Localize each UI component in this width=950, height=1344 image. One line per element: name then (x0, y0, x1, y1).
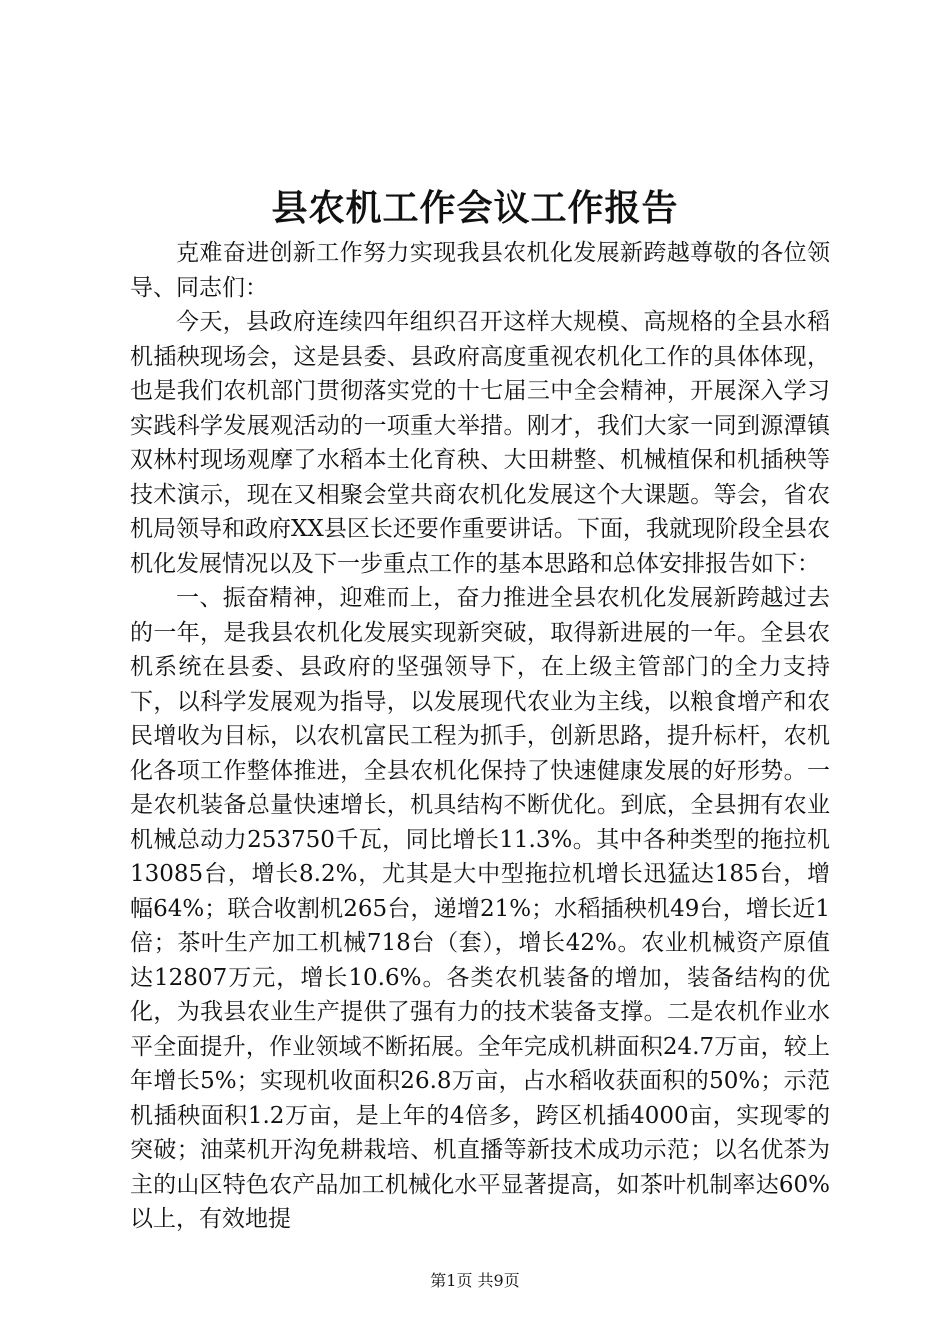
paragraph-opening: 克难奋进创新工作努力实现我县农机化发展新跨越尊敬的各位领导、同志们： (130, 240, 830, 301)
paragraph-introduction: 今天，县政府连续四年组织召开这样大规模、高规格的全县水稻机插秧现场会，这是县委、县政府高度重视农机化工作的具体体现，也是我们农机部门贯彻落实党的十七届三中全会精神，开展深入学习实践科学发展观活动的一项重大举措。刚才，我们大家一同到源潭镇双林村现场观摩了水稻本土化育秧、大田耕整、机械植保和机插秧等技术演示，现在又相聚会堂共商农机化发展这个大课题。等会，省农机局领导和政府XX县区长还要作重要讲话。下面，我就现阶段全县农机化发展情况以及下一步重点工作的基本思路和总体安排报告如下： (130, 309, 830, 577)
document-title: 县农机工作会议工作报告 (271, 187, 679, 229)
page-number-footer: 第1页 共9页 (430, 1271, 520, 1290)
paragraph-section-one: 一、振奋精神，迎难而上，奋力推进全县农机化发展新跨越过去的一年，是我县农机化发展实现新突破，取得新进展的一年。全县农机系统在县委、县政府的坚强领导下，在上级主管部门的全力支持下，以科学发展观为指导，以发展现代农业为主线，以粮食增产和农民增收为目标，以农机富民工程为抓手，创新思路，提升标杆，农机化各项工作整体推进，全县农机化保持了快速健康发展的好形势。一是农机装备总量快速增长，机具结构不断优化。到底，全县拥有农业机械总动力253750千瓦，同比增长11.3%。其中各种类型的拖拉机13085台，增长8.2%，尤其是大中型拖拉机增长迅猛达185台，增幅64%；联合收割机265台，递增21%；水稻插秧机49台，增长近1倍；茶叶生产加工机械718台（套），增长42%。农业机械资产原值达12807万元，增长10.6%。各类农机装备的增加，装备结构的优化，为我县农业生产提供了强有力的技术装备支撑。二是农机作业水平全面提升，作业领域不断拓展。全年完成机耕面积24.7万亩，较上年增长5%；实现机收面积26.8万亩，占水稻收获面积的50%；示范机插秧面积1.2万亩，是上年的4倍多，跨区机插4000亩，实现零的突破；油菜机开沟免耕栽培、机直播等新技术成功示范；以名优茶为主的山区特色农产品加工机械化水平显著提高，如茶叶机制率达60%以上，有效地提 (130, 585, 830, 1232)
document-body (130, 236, 830, 1237)
